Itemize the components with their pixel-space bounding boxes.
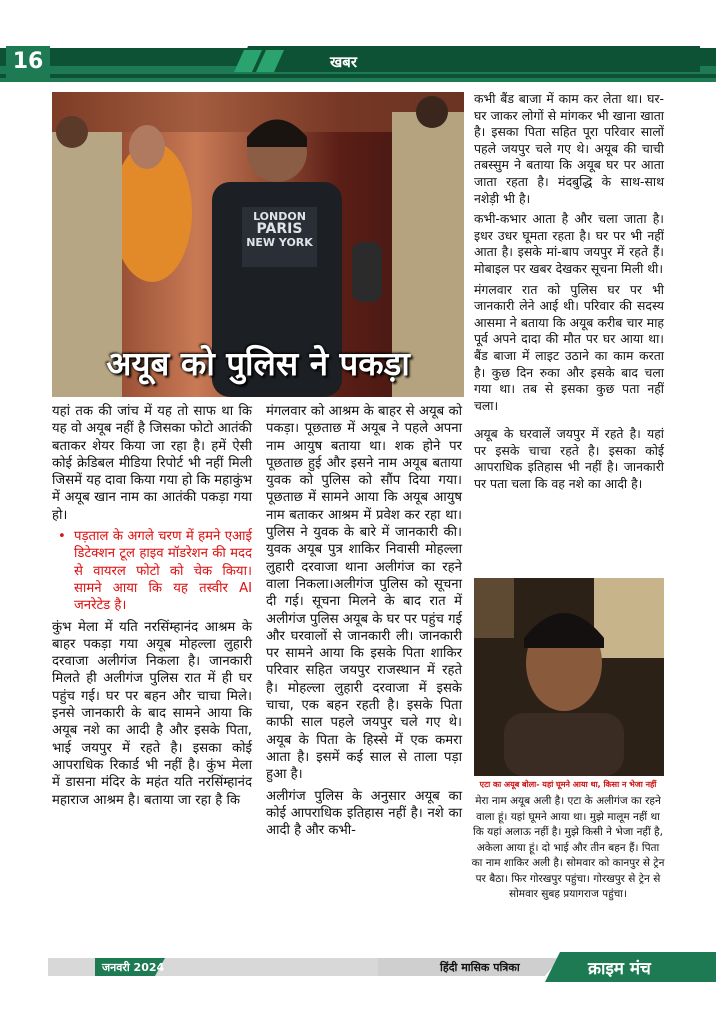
column-2-para-1: मंगलवार को आश्रम के बाहर से अयूब को पकड़ा। पूछताछ में अयूब ने पहले अपना नाम आयुष बताया था। शक होने पर पूछताछ हुई और इसने नाम अयूब बताया युवक को पुलिस को सौंप दिया गया। पूछताछ में सामने आया कि अयूब आयुष नाम बताकर आश्रम में प्रवेश कर रहा था। पुलिस ने युवक के बारे में जानकारी की। युवक अयूब पुत्र शाकिर निवासी मोहल्ला लुहारी दरवाजा थाना अलीगंज का रहने वाला निकला।अलीगंज पुलिस को सूचना दी गई। सूचना मिलने के बाद रात में अलीगंज पुलिस अयूब के घर पर पहुंच गई और घरवालों से जानकारी ली। जानकारी पर सामने आया कि इसके पिता शाकिर परिवार सहित जयपुर राजस्थान में रहते है। मोहल्ला लुहारी दरवाजा में इसके चाचा, एक बहन रहती है। इसके पिता काफी साल पहले जयपुर चले गए थे। अयूब के पिता के हिस्से में एक कमरा आता है। इसमें कई साल से ताला पड़ा हुआ है। (266, 404, 462, 783)
column-2-para-2: अलीगंज पुलिस के अनुसार अयूब का कोई आपराधिक इतिहास नहीं है। नशे का आदी है और कभी- (266, 788, 462, 839)
tshirt-line: PARIS (256, 221, 303, 237)
column-2 (266, 403, 462, 843)
column-1-para-1: यहां तक की जांच में यह तो साफ था कि यह वो अयूब नहीं है जिसका फोटो आतंकी बताकर शेयर किया जा रहा है। हमें ऐसी कोई क्रेडिबल मीडिया रिपोर्ट भी नहीं मिली जिसमें यह दावा किया गया हो कि महाकुंभ में अयूब खान नाम का आतंकी पकड़ा गया हो। (52, 404, 252, 523)
tshirt-print (242, 210, 317, 249)
column-1-para-2: कुंभ मेला में यति नरसिंम्हानंद आश्रम के बाहर पकड़ा गया अयूब मोहल्ला लुहारी दरवाजा अलीगंज निकला है। जानकारी मिलते ही अलीगंज पुलिस रात में ही घर पहुंच गई। घर पर बहन और चाचा मिले। इनसे जानकारी के बाद सामने आया कि अयूब नशे का आदी है और इसके पिता, भाई जयपुर में रहते है। इसका कोई आपराधिक रिकार्ड भी नहीं है। कुंभ मेला में डासना मंदिर के महंत यति नरसिंम्हानंद महाराज आश्रम है। बताया जा रहा है कि (52, 619, 252, 808)
section-title: खबर (330, 53, 357, 71)
ayub-portrait-illustration (474, 578, 664, 776)
arrest-photo (52, 92, 464, 397)
page-number: 16 (6, 46, 50, 78)
tshirt-line: LONDON (253, 210, 306, 223)
column-1 (52, 403, 252, 813)
ayub-portrait-photo (474, 578, 664, 776)
column-3-para-2: कभी-कभार आता है और चला जाता है। इधर उधर घूमता रहता है। घर पर भी नहीं आता है। इसके मां-बाप जयपुर में रहते हैं।मोबाइल पर खबर देखकर सूचना मिली थी। (474, 211, 664, 276)
magazine-brand: क्राइम मंच (588, 959, 651, 979)
column-3-para-1: कभी बैंड बाजा में काम कर लेता था। घर-घर जाकर लोगों से मांगकर भी खाना खाता है। इसका पिता सहित पूरा परिवार सालों पहले जयपुर चले गए थे। अयूब की चाची तबस्सुम ने बताया कि अयूब घर पर आता जाता रहता है। मंदबुद्धि के साथ-साथ नशेड़ी भी है। (474, 91, 664, 206)
tshirt-line: NEW YORK (246, 236, 313, 249)
header-banner-graphic (0, 0, 716, 90)
column-3 (474, 91, 664, 497)
magazine-type: हिंदी मासिक पत्रिका (440, 961, 520, 974)
photo-caption-heading: एटा का अयूब बोला- यहां घूमने आया था, किसा न भेजा नहीं (479, 780, 657, 789)
issue-date: जनवरी 2024 (102, 961, 165, 974)
column-3-para-4: अयूब के घरवालें जयपुर में रहते है। यहां पर इसके चाचा रहते है। इसका कोई आपराधिक इतिहास भी नहीं है। जानकारी पर पता चला कि वह नशे का आदी है। (474, 426, 664, 492)
page-header (0, 0, 716, 90)
fact-check-note: • पड़ताल के अगले चरण में हमने एआई डिटेक्शन टूल हाइव मॉडरेशन की मदद से वायरल फोटो को चेक किया। सामने आया कि यह तस्वीर AI जनरेटेड है। (52, 528, 252, 614)
column-3-para-3: मंगलवार रात को पुलिस घर पर भी जानकारी लेने आई थी। परिवार की सदस्य आसमा ने बताया कि अयूब करीब चार माह पूर्व अपने दादा की मौत पर घर आया था। बैंड बाजा में लाइट उठाने का काम करता है। कुछ दिन रुका और इसके बाद चला गया था। तब से इसका कुछ पता नहीं चला। (474, 281, 664, 413)
photo-headline: अयूब को पुलिस ने पकड़ा (106, 344, 410, 383)
page-footer (0, 952, 716, 982)
photo-caption-body: मेरा नाम अयूब अली है। एटा के अलीगंज का रहने वाला हूं। यहां घूमने आया था। मुझे मालूम नहीं था कि यहां अलाऊ नहीं है। मुझे किसी ने भेजा नहीं है, अकेला आया हूं। दो भाई और तीन बहन हैं। पिता का नाम शाकिर अली है। सोमवार को कानपुर से ट्रेन पर बैठा। फिर गोरखपुर पहुंचा। गोरखपुर से ट्रेन से सोमवार सुबह प्रयागराज पहुंचा। (471, 795, 665, 900)
